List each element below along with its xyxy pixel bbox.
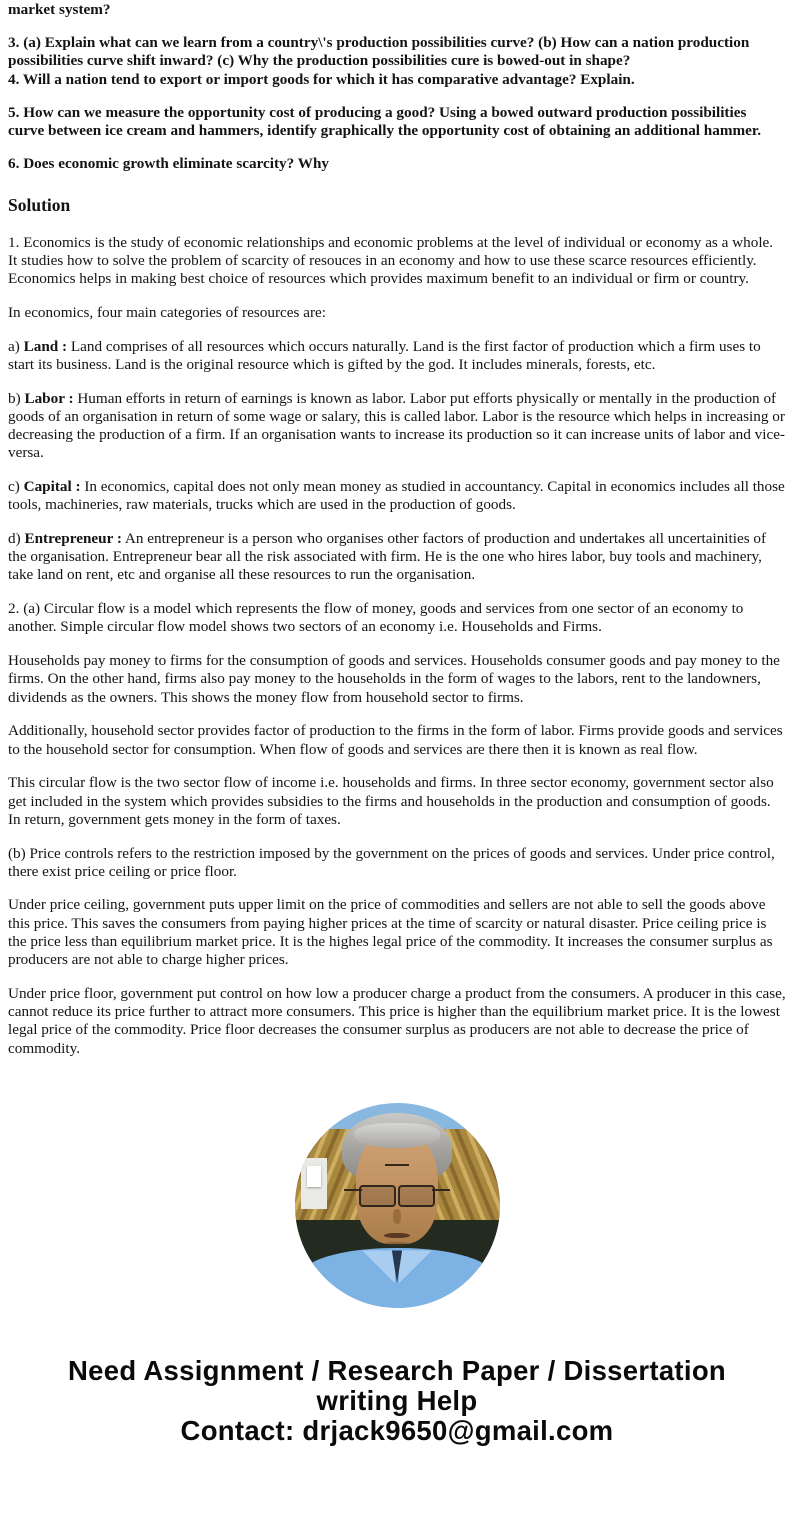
avatar-glasses-lens-left — [359, 1185, 396, 1207]
avatar-glasses — [359, 1185, 435, 1203]
solution-paragraph-6: This circular flow is the two sector flow of income i.e. households and firms. In three sector economy, government sector also get included in the system which provides subsidies to the firms and households in the production and consumption of goods. In return, government gets money in the form of taxes. — [8, 774, 774, 828]
definition-prefix: d) — [8, 529, 21, 547]
definition-text: In economics, capital does not only mean money as studied in accountancy. Capital in economics includes all those tools, machineries, raw materials, trucks which are used in the production of goods. — [8, 477, 785, 514]
avatar-container — [8, 1103, 786, 1308]
solution-paragraph-5: Additionally, household sector provides factor of production to the firms in the form of labor. Firms provide goods and services to the household sector for consumption. When flow of goods and services are there then it is known as real flow. — [8, 722, 783, 758]
question-6: 6. Does economic growth eliminate scarcity? Why — [8, 155, 329, 173]
question-5: 5. How can we measure the opportunity cost of producing a good? Using a bowed outward production possibilities curve between ice cream and hammers, identify graphically the opportunity cost of obtaining an additional hammer. — [8, 103, 762, 140]
footer-line-1: Need Assignment / Research Paper / Dissertation — [67, 1354, 727, 1386]
solution-paragraph-4: Households pay money to firms for the consumption of goods and services. Households consumer goods and pay money to the firms. On the other hand, firms also pay money to the households in the form of wages to the labors, rent to the landowners, dividends as the owners. This shows the money flow from household sector to firms. — [8, 652, 780, 706]
solution-paragraph-1: 1. Economics is the study of economic relationships and economic problems at the level of individual or economy as a whole. It studies how to solve the problem of scarcity of resouces in an economy and how to use these scarce resources efficiently. Economics helps in making best choice of resources which provides maximum benefit to an individual or firm or country. — [8, 233, 774, 288]
avatar-glasses-bridge — [385, 1164, 410, 1166]
definition-prefix: b) — [8, 389, 21, 407]
avatar-hair-fringe — [354, 1123, 440, 1148]
footer-banner — [8, 1356, 786, 1446]
solution-heading: Solution — [8, 194, 71, 215]
avatar-background-switchplate — [307, 1166, 321, 1187]
definition-text: Human efforts in return of earnings is known as labor. Labor put efforts physically or mentally in the production of goods of an organisation in return of some wage or salary, this is called labor. Labor is the resource which helps in increasing or decreasing the production of a firm. If an organisation wants to increase its production so it can increase units of labor and vice-versa. — [8, 389, 785, 462]
avatar-glasses-lens-right — [398, 1185, 435, 1207]
definition-land — [8, 338, 786, 374]
question-4: 4. Will a nation tend to export or import goods for which it has comparative advantage? Explain. — [8, 70, 635, 88]
definition-text: Land comprises of all resources which occurs naturally. Land is the first factor of production which a firm uses to start its business. Land is the original resource which is gifted by the god. It includes minerals, forests, etc. — [8, 337, 761, 373]
footer-contact-email: Contact: drjack9650@gmail.com — [180, 1414, 614, 1446]
question-3: 3. (a) Explain what can we learn from a country\'s production possibilities curve? (b) How can a nation production possibilities curve shift inward? (c) Why the production possibilities cure is bowed-out in shape? — [8, 34, 750, 70]
document-page — [8, 1, 786, 1446]
definition-prefix: a) — [8, 337, 20, 355]
instructor-avatar — [295, 1103, 500, 1308]
definition-capital — [8, 478, 786, 514]
definition-term: Capital : — [23, 477, 81, 495]
definition-text: An entrepreneur is a person who organises other factors of production and undertakes all uncertainities of the organisation. Entrepreneur bear all the risk associated with firm. He is the one who hires labor, buy tools and machinery, take land on rent, etc and organise all these resources to run the organisation. — [8, 529, 767, 584]
solution-paragraph-3: 2. (a) Circular flow is a model which represents the flow of money, goods and services from one sector of an economy to another. Simple circular flow model shows two sectors of an economy i.e. Households and Firms. — [8, 600, 744, 636]
question-block-3-4 — [8, 34, 786, 89]
solution-paragraph-8: Under price ceiling, government puts upper limit on the price of commodities and sellers are not able to sell the goods above this price. This saves the consumers from paying higher prices at the time of scarcity or natural disaster. Price ceiling price is the price less than equilibrium market price. It is the highes legal price of the commodity. It increases the consumer surplus as producers are not able to charge higher prices. — [8, 896, 773, 969]
definition-term: Labor : — [24, 389, 74, 407]
definition-entrepreneur — [8, 530, 786, 585]
definition-labor — [8, 390, 786, 463]
definition-term: Entrepreneur : — [24, 529, 122, 547]
footer-line-2: writing Help — [316, 1384, 478, 1416]
solution-paragraph-9: Under price floor, government put control on how low a producer charge a product from the consumers. A producer in this case, cannot reduce its price further to attract more consumers. This price is higher than the equilibrium market price. It is the lowest legal price of the commodity. Price floor decreases the consumer surplus as producers are not able to decrease the price of commodity. — [8, 984, 786, 1057]
solution-paragraph-7: (b) Price controls refers to the restriction imposed by the government on the prices of goods and services. Under price control, there exist price ceiling or price floor. — [8, 844, 775, 880]
avatar-nose — [393, 1209, 401, 1223]
definition-prefix: c) — [8, 477, 20, 495]
question-fragment: market system? — [8, 1, 111, 18]
solution-paragraph-2: In economics, four main categories of resources are: — [8, 303, 326, 321]
definition-term: Land : — [23, 337, 68, 355]
